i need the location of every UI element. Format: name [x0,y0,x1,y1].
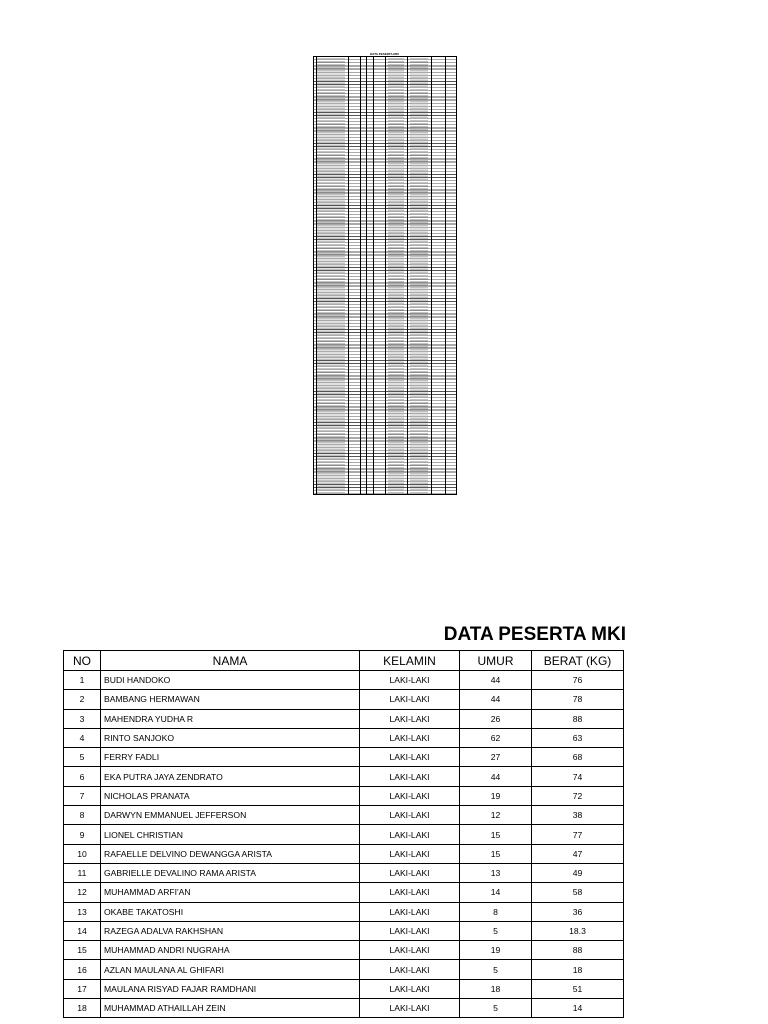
cell-umur: 14 [460,883,532,902]
page-title: DATA PESERTA MKI [443,624,626,645]
table-row [64,786,624,805]
cell-kelamin: LAKI-LAKI [360,671,460,690]
cell-berat: 77 [532,825,624,844]
cell-no: 18 [64,999,101,1018]
cell-berat: 78 [532,690,624,709]
cell-kelamin: LAKI-LAKI [360,999,460,1018]
thumbnail-date-text [388,57,404,494]
cell-umur: 44 [460,690,532,709]
thumbnail-col-line [431,57,432,494]
cell-no: 14 [64,921,101,940]
cell-nama: NICHOLAS PRANATA [101,786,360,805]
table-row [64,863,624,882]
thumbnail-col-line [348,57,349,494]
thumbnail-col-line [373,57,374,494]
cell-no: 1 [64,671,101,690]
cell-berat: 58 [532,883,624,902]
cell-no: 11 [64,863,101,882]
cell-no: 7 [64,786,101,805]
cell-umur: 5 [460,921,532,940]
header-umur: UMUR [460,651,532,671]
cell-no: 3 [64,709,101,728]
cell-nama: FERRY FADLI [101,748,360,767]
table-row [64,767,624,786]
cell-no: 10 [64,844,101,863]
cell-umur: 15 [460,844,532,863]
cell-umur: 19 [460,786,532,805]
cell-berat: 36 [532,902,624,921]
thumbnail-name-text [317,57,345,494]
thumbnail-col-line [360,57,361,494]
cell-no: 13 [64,902,101,921]
header-no: NO [64,651,101,671]
cell-nama: AZLAN MAULANA AL GHIFARI [101,960,360,979]
cell-no: 9 [64,825,101,844]
cell-berat: 49 [532,863,624,882]
cell-umur: 13 [460,863,532,882]
thumbnail-table-grid [313,56,457,495]
cell-kelamin: LAKI-LAKI [360,863,460,882]
cell-umur: 15 [460,825,532,844]
cell-kelamin: LAKI-LAKI [360,806,460,825]
cell-kelamin: LAKI-LAKI [360,883,460,902]
table-row [64,728,624,747]
thumbnail-col-line [407,57,408,494]
cell-kelamin: LAKI-LAKI [360,748,460,767]
cell-no: 12 [64,883,101,902]
table-row [64,979,624,998]
cell-berat: 68 [532,748,624,767]
cell-nama: RINTO SANJOKO [101,728,360,747]
cell-berat: 63 [532,728,624,747]
cell-umur: 19 [460,941,532,960]
cell-kelamin: LAKI-LAKI [360,902,460,921]
cell-no: 16 [64,960,101,979]
cell-nama: MAHENDRA YUDHA R [101,709,360,728]
header-kelamin: KELAMIN [360,651,460,671]
table-row [64,844,624,863]
cell-berat: 18 [532,960,624,979]
cell-nama: MAULANA RISYAD FAJAR RAMDHANI [101,979,360,998]
table-header-row [64,651,624,671]
cell-kelamin: LAKI-LAKI [360,941,460,960]
cell-nama: BUDI HANDOKO [101,671,360,690]
cell-no: 8 [64,806,101,825]
table-row [64,806,624,825]
thumbnail-col-line [385,57,386,494]
cell-no: 17 [64,979,101,998]
table-row [64,960,624,979]
header-berat: BERAT (KG) [532,651,624,671]
table-row [64,748,624,767]
cell-umur: 18 [460,979,532,998]
cell-berat: 14 [532,999,624,1018]
cell-berat: 88 [532,941,624,960]
cell-kelamin: LAKI-LAKI [360,825,460,844]
cell-umur: 27 [460,748,532,767]
cell-nama: EKA PUTRA JAYA ZENDRATO [101,767,360,786]
table-row [64,902,624,921]
table-row [64,921,624,940]
cell-umur: 12 [460,806,532,825]
cell-umur: 62 [460,728,532,747]
cell-nama: GABRIELLE DEVALINO RAMA ARISTA [101,863,360,882]
table-row [64,941,624,960]
thumbnail-col-line [366,57,367,494]
cell-berat: 47 [532,844,624,863]
cell-kelamin: LAKI-LAKI [360,709,460,728]
cell-no: 6 [64,767,101,786]
header-nama: NAMA [101,651,360,671]
cell-berat: 18.3 [532,921,624,940]
cell-berat: 72 [532,786,624,805]
table-row [64,825,624,844]
cell-umur: 44 [460,671,532,690]
participants-table [63,650,624,1018]
cell-nama: DARWYN EMMANUEL JEFFERSON [101,806,360,825]
thumbnail-col-line [316,57,317,494]
cell-kelamin: LAKI-LAKI [360,786,460,805]
cell-nama: OKABE TAKATOSHI [101,902,360,921]
cell-no: 15 [64,941,101,960]
cell-umur: 5 [460,960,532,979]
cell-kelamin: LAKI-LAKI [360,921,460,940]
table-row [64,709,624,728]
cell-berat: 76 [532,671,624,690]
cell-nama: BAMBANG HERMAWAN [101,690,360,709]
cell-nama: RAZEGA ADALVA RAKHSHAN [101,921,360,940]
cell-kelamin: LAKI-LAKI [360,844,460,863]
cell-no: 4 [64,728,101,747]
cell-no: 2 [64,690,101,709]
cell-no: 5 [64,748,101,767]
cell-kelamin: LAKI-LAKI [360,728,460,747]
cell-berat: 51 [532,979,624,998]
table-row [64,690,624,709]
cell-kelamin: LAKI-LAKI [360,979,460,998]
cell-nama: MUHAMMAD ARFI'AN [101,883,360,902]
table-row [64,883,624,902]
cell-nama: MUHAMMAD ANDRI NUGRAHA [101,941,360,960]
cell-nama: RAFAELLE DELVINO DEWANGGA ARISTA [101,844,360,863]
cell-umur: 26 [460,709,532,728]
cell-kelamin: LAKI-LAKI [360,960,460,979]
cell-umur: 8 [460,902,532,921]
cell-berat: 88 [532,709,624,728]
thumbnail-place-text [410,57,428,494]
table-row [64,999,624,1018]
thumbnail-col-line [445,57,446,494]
cell-umur: 44 [460,767,532,786]
cell-nama: LIONEL CHRISTIAN [101,825,360,844]
cell-berat: 38 [532,806,624,825]
table-row [64,671,624,690]
thumbnail-title: DATA PESERTA MKI [370,52,399,56]
cell-berat: 74 [532,767,624,786]
cell-kelamin: LAKI-LAKI [360,690,460,709]
cell-umur: 5 [460,999,532,1018]
cell-nama: MUHAMMAD ATHAILLAH ZEIN [101,999,360,1018]
cell-kelamin: LAKI-LAKI [360,767,460,786]
document-thumbnail [313,52,456,494]
